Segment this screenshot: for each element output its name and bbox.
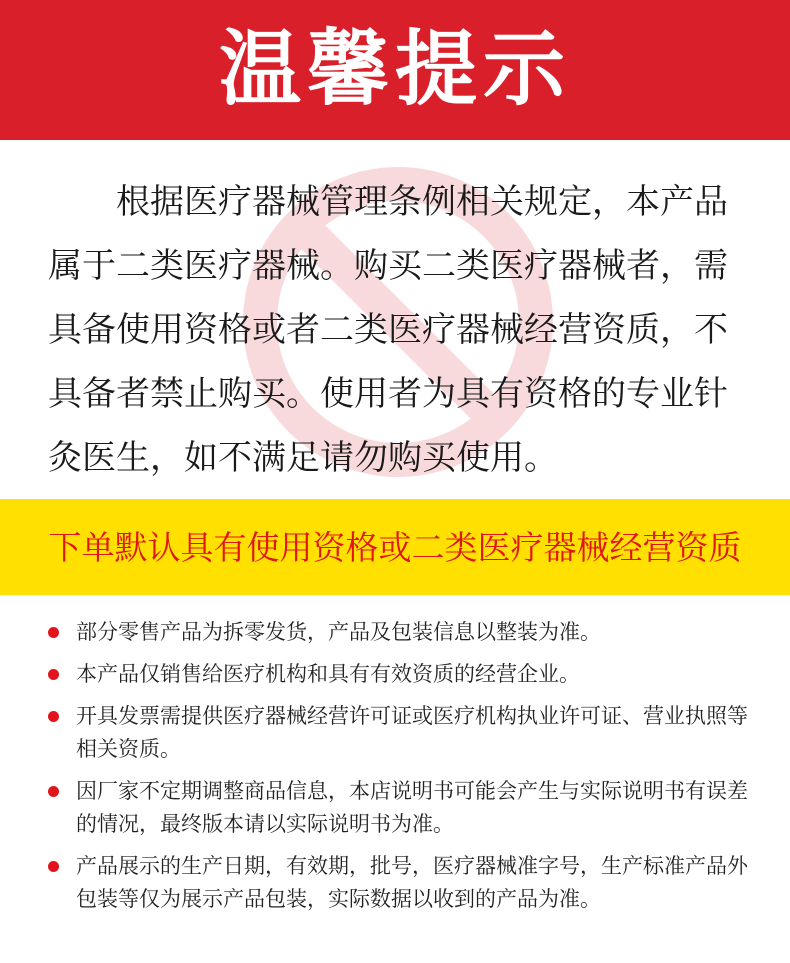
list-item-text: 本产品仅销售给医疗机构和具有有效资质的经营企业。 [76,662,580,686]
list-item [46,700,756,766]
list-item-text: 部分零售产品为拆零发货，产品及包装信息以整装为准。 [76,620,601,644]
qualification-banner [0,499,790,595]
page-title: 温馨提示 [218,22,571,117]
list-item [46,658,756,691]
header-banner [0,0,790,140]
list-item [46,775,756,841]
list-item-text: 产品展示的生产日期，有效期，批号，医疗器械准字号，生产标准产品外包装等仅为展示产品包装，实际数据以收到的产品为准。 [76,854,748,911]
bullet-dot-icon [48,786,59,797]
bullet-dot-icon [48,627,59,638]
list-item [46,850,756,916]
list-item-text: 因厂家不定期调整商品信息，本店说明书可能会产生与实际说明书有误差的情况，最终版本请以实际说明书为准。 [76,779,748,836]
notice-paragraph: 根据医疗器械管理条例相关规定，本产品属于二类医疗器械。购买二类医疗器械者，需具备使用资格或者二类医疗器械经营资质，不具备者禁止购买。使用者为具有资格的专业针灸医生，如不满足请勿购买使用。 [48,182,728,478]
bullet-dot-icon [48,669,59,680]
list-item-text: 开具发票需提供医疗器械经营许可证或医疗机构执业许可证、营业执照等相关资质。 [76,704,748,761]
notes-list [46,616,756,925]
qualification-banner-text: 下单默认具有使用资格或二类医疗器械经营资质 [48,527,742,567]
list-item [46,616,756,649]
bullet-dot-icon [48,711,59,722]
bullet-dot-icon [48,861,59,872]
